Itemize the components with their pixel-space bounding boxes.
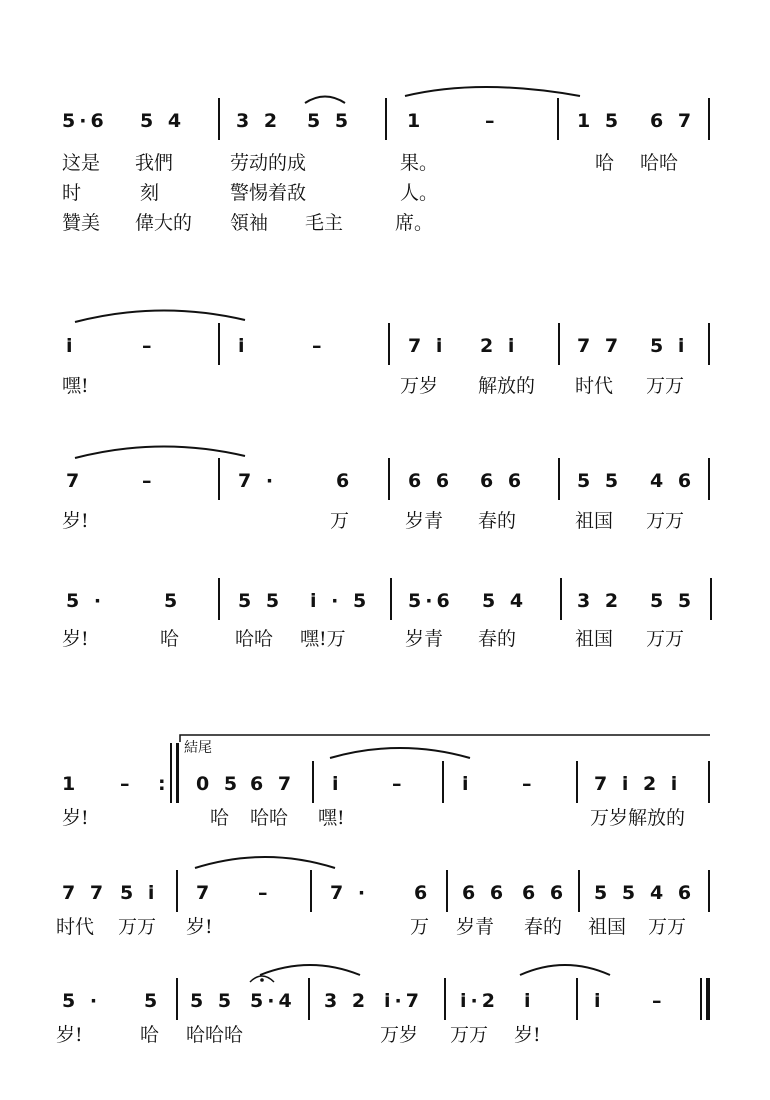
lyric: 果。 [400, 152, 439, 174]
note-group: 5·6 [408, 590, 454, 612]
note-group: i·2 [460, 990, 499, 1012]
note-group: i [238, 335, 249, 357]
note-group: 0 5 [196, 773, 242, 795]
barline [708, 870, 710, 912]
lyric: 嘿! [318, 807, 345, 829]
note-group: 5 [144, 990, 162, 1012]
note-group: – [485, 110, 499, 132]
lyric: 万岁解放的 [590, 807, 686, 829]
note-group: 7 7 [62, 882, 108, 904]
note-group: 5·4 [250, 990, 296, 1012]
lyric: 岁! [56, 1024, 83, 1046]
note-group: i [332, 773, 343, 795]
lyric: 人。 [400, 182, 439, 204]
note-group: 5 i [650, 335, 689, 357]
note-group: 5 5 [650, 590, 696, 612]
lyric: 万万 [646, 375, 685, 397]
lyric: 偉大的 [135, 212, 193, 234]
note-group: 7 · [238, 470, 278, 492]
note-group: 5 5 [577, 470, 623, 492]
note-group: 4 6 [650, 882, 696, 904]
note-group: 7 7 [577, 335, 623, 357]
lyric: 万 [410, 916, 430, 938]
lyric: 万岁 [400, 375, 439, 397]
lyric: 哈 [595, 152, 615, 174]
barline [310, 870, 312, 912]
lyric: 时代 [575, 375, 614, 397]
lyric: 哈哈 [235, 628, 274, 650]
lyric: 岁! [62, 628, 89, 650]
lyric: 祖国 [575, 628, 614, 650]
note-group: 6 [336, 470, 354, 492]
lyric: 时 [62, 182, 82, 204]
note-group: i [462, 773, 473, 795]
lyric: 万万 [646, 510, 685, 532]
barline [176, 743, 179, 803]
barline [708, 761, 710, 803]
lyric: 万万 [646, 628, 685, 650]
barline [388, 458, 390, 500]
barline [218, 578, 220, 620]
lyric: 劳动的成 [230, 152, 307, 174]
repeat-dots: : [158, 773, 166, 795]
lyric: 祖国 [575, 510, 614, 532]
barline [558, 323, 560, 365]
lyric: 警惕着敌 [230, 182, 307, 204]
note-group: 5 [164, 590, 182, 612]
lyric: 嘿! [62, 375, 89, 397]
note-group: 6 6 [462, 882, 508, 904]
barline [170, 743, 172, 803]
lyric: 毛主 [305, 212, 344, 234]
note-group: 6 6 [408, 470, 454, 492]
lyric: 万万 [118, 916, 157, 938]
note-group: 1 [62, 773, 80, 795]
note-group: 6 6 [522, 882, 568, 904]
lyric: 哈哈 [250, 807, 289, 829]
barline [576, 761, 578, 803]
barline [560, 578, 562, 620]
final-barline [706, 978, 710, 1020]
note-group: – [522, 773, 536, 795]
note-group: 7 · [330, 882, 370, 904]
note-group: 5 4 [140, 110, 186, 132]
lyric: 春的 [478, 510, 517, 532]
note-group: 7 [196, 882, 214, 904]
note-group: i [66, 335, 77, 357]
note-group: 5 · [62, 990, 102, 1012]
barline [578, 870, 580, 912]
note-group: – [258, 882, 272, 904]
note-group: 3 2 [236, 110, 282, 132]
barline [708, 458, 710, 500]
lyric: 岁! [62, 807, 89, 829]
note-group: 5 5 [594, 882, 640, 904]
lyric: 岁青 [405, 510, 444, 532]
note-group: 4 6 [650, 470, 696, 492]
barline [708, 98, 710, 140]
final-barline [700, 978, 702, 1020]
barline [176, 870, 178, 912]
note-group: 6 7 [650, 110, 696, 132]
barline [218, 98, 220, 140]
barline [388, 323, 390, 365]
note-group: i·7 [384, 990, 423, 1012]
note-group: – [392, 773, 406, 795]
barline [312, 761, 314, 803]
barline [218, 323, 220, 365]
lyric: 哈哈哈 [186, 1024, 244, 1046]
lyric: 祖国 [588, 916, 627, 938]
lyric: 我們 [135, 152, 174, 174]
lyric: 万万 [648, 916, 687, 938]
note-group: 7 i 2 i [594, 773, 682, 795]
note-group: – [312, 335, 326, 357]
lyric: 这是 [62, 152, 101, 174]
lyric: 哈 [140, 1024, 160, 1046]
lyric: 岁青 [405, 628, 444, 650]
lyric: 解放的 [478, 375, 536, 397]
barline [176, 978, 178, 1020]
note-group: 6 [414, 882, 432, 904]
barline [442, 761, 444, 803]
lyric: 哈哈 [640, 152, 679, 174]
barline [557, 98, 559, 140]
lyric: 岁! [186, 916, 213, 938]
lyric: 刻 [140, 182, 160, 204]
barline [444, 978, 446, 1020]
note-group: 3 2 [577, 590, 623, 612]
note-group: 1 [407, 110, 425, 132]
note-group: – [120, 773, 134, 795]
note-group: – [652, 990, 666, 1012]
lyric: 万 [330, 510, 350, 532]
note-group: 3 2 [324, 990, 370, 1012]
note-group: 5 4 [482, 590, 528, 612]
ending-label: 結尾 [184, 740, 212, 756]
note-group: 6 7 [250, 773, 296, 795]
barline [385, 98, 387, 140]
note-group: 5 5 [307, 110, 353, 132]
lyric: 春的 [478, 628, 517, 650]
lyric: 嘿!万 [300, 628, 346, 650]
barline [390, 578, 392, 620]
note-group: 1 5 [577, 110, 623, 132]
lyric: 哈 [160, 628, 180, 650]
barline [218, 458, 220, 500]
lyric: 岁! [514, 1024, 541, 1046]
lyric: 岁! [62, 510, 89, 532]
note-group: 5 i [120, 882, 159, 904]
barline [710, 578, 712, 620]
note-group: 6 6 [480, 470, 526, 492]
note-group: 5·6 [62, 110, 108, 132]
barline [576, 978, 578, 1020]
note-group: – [142, 335, 156, 357]
lyric: 領袖 [230, 212, 269, 234]
barline [558, 458, 560, 500]
barline [708, 323, 710, 365]
note-group: 5 5 [238, 590, 284, 612]
barline [308, 978, 310, 1020]
lyric: 万岁 [380, 1024, 419, 1046]
lyric: 哈 [210, 807, 230, 829]
note-group: i [594, 990, 605, 1012]
note-group: 7 i [408, 335, 447, 357]
note-group: i · 5 [310, 590, 371, 612]
lyric: 贊美 [62, 212, 101, 234]
note-group: – [142, 470, 156, 492]
lyric: 春的 [524, 916, 563, 938]
note-group: 5 5 [190, 990, 236, 1012]
lyric: 时代 [56, 916, 95, 938]
note-group: 5 · [66, 590, 106, 612]
note-group: 2 i [480, 335, 519, 357]
lyric: 席。 [395, 212, 434, 234]
note-group: 7 [66, 470, 84, 492]
lyric: 岁青 [456, 916, 495, 938]
barline [446, 870, 448, 912]
note-group: i [524, 990, 535, 1012]
lyric: 万万 [450, 1024, 489, 1046]
